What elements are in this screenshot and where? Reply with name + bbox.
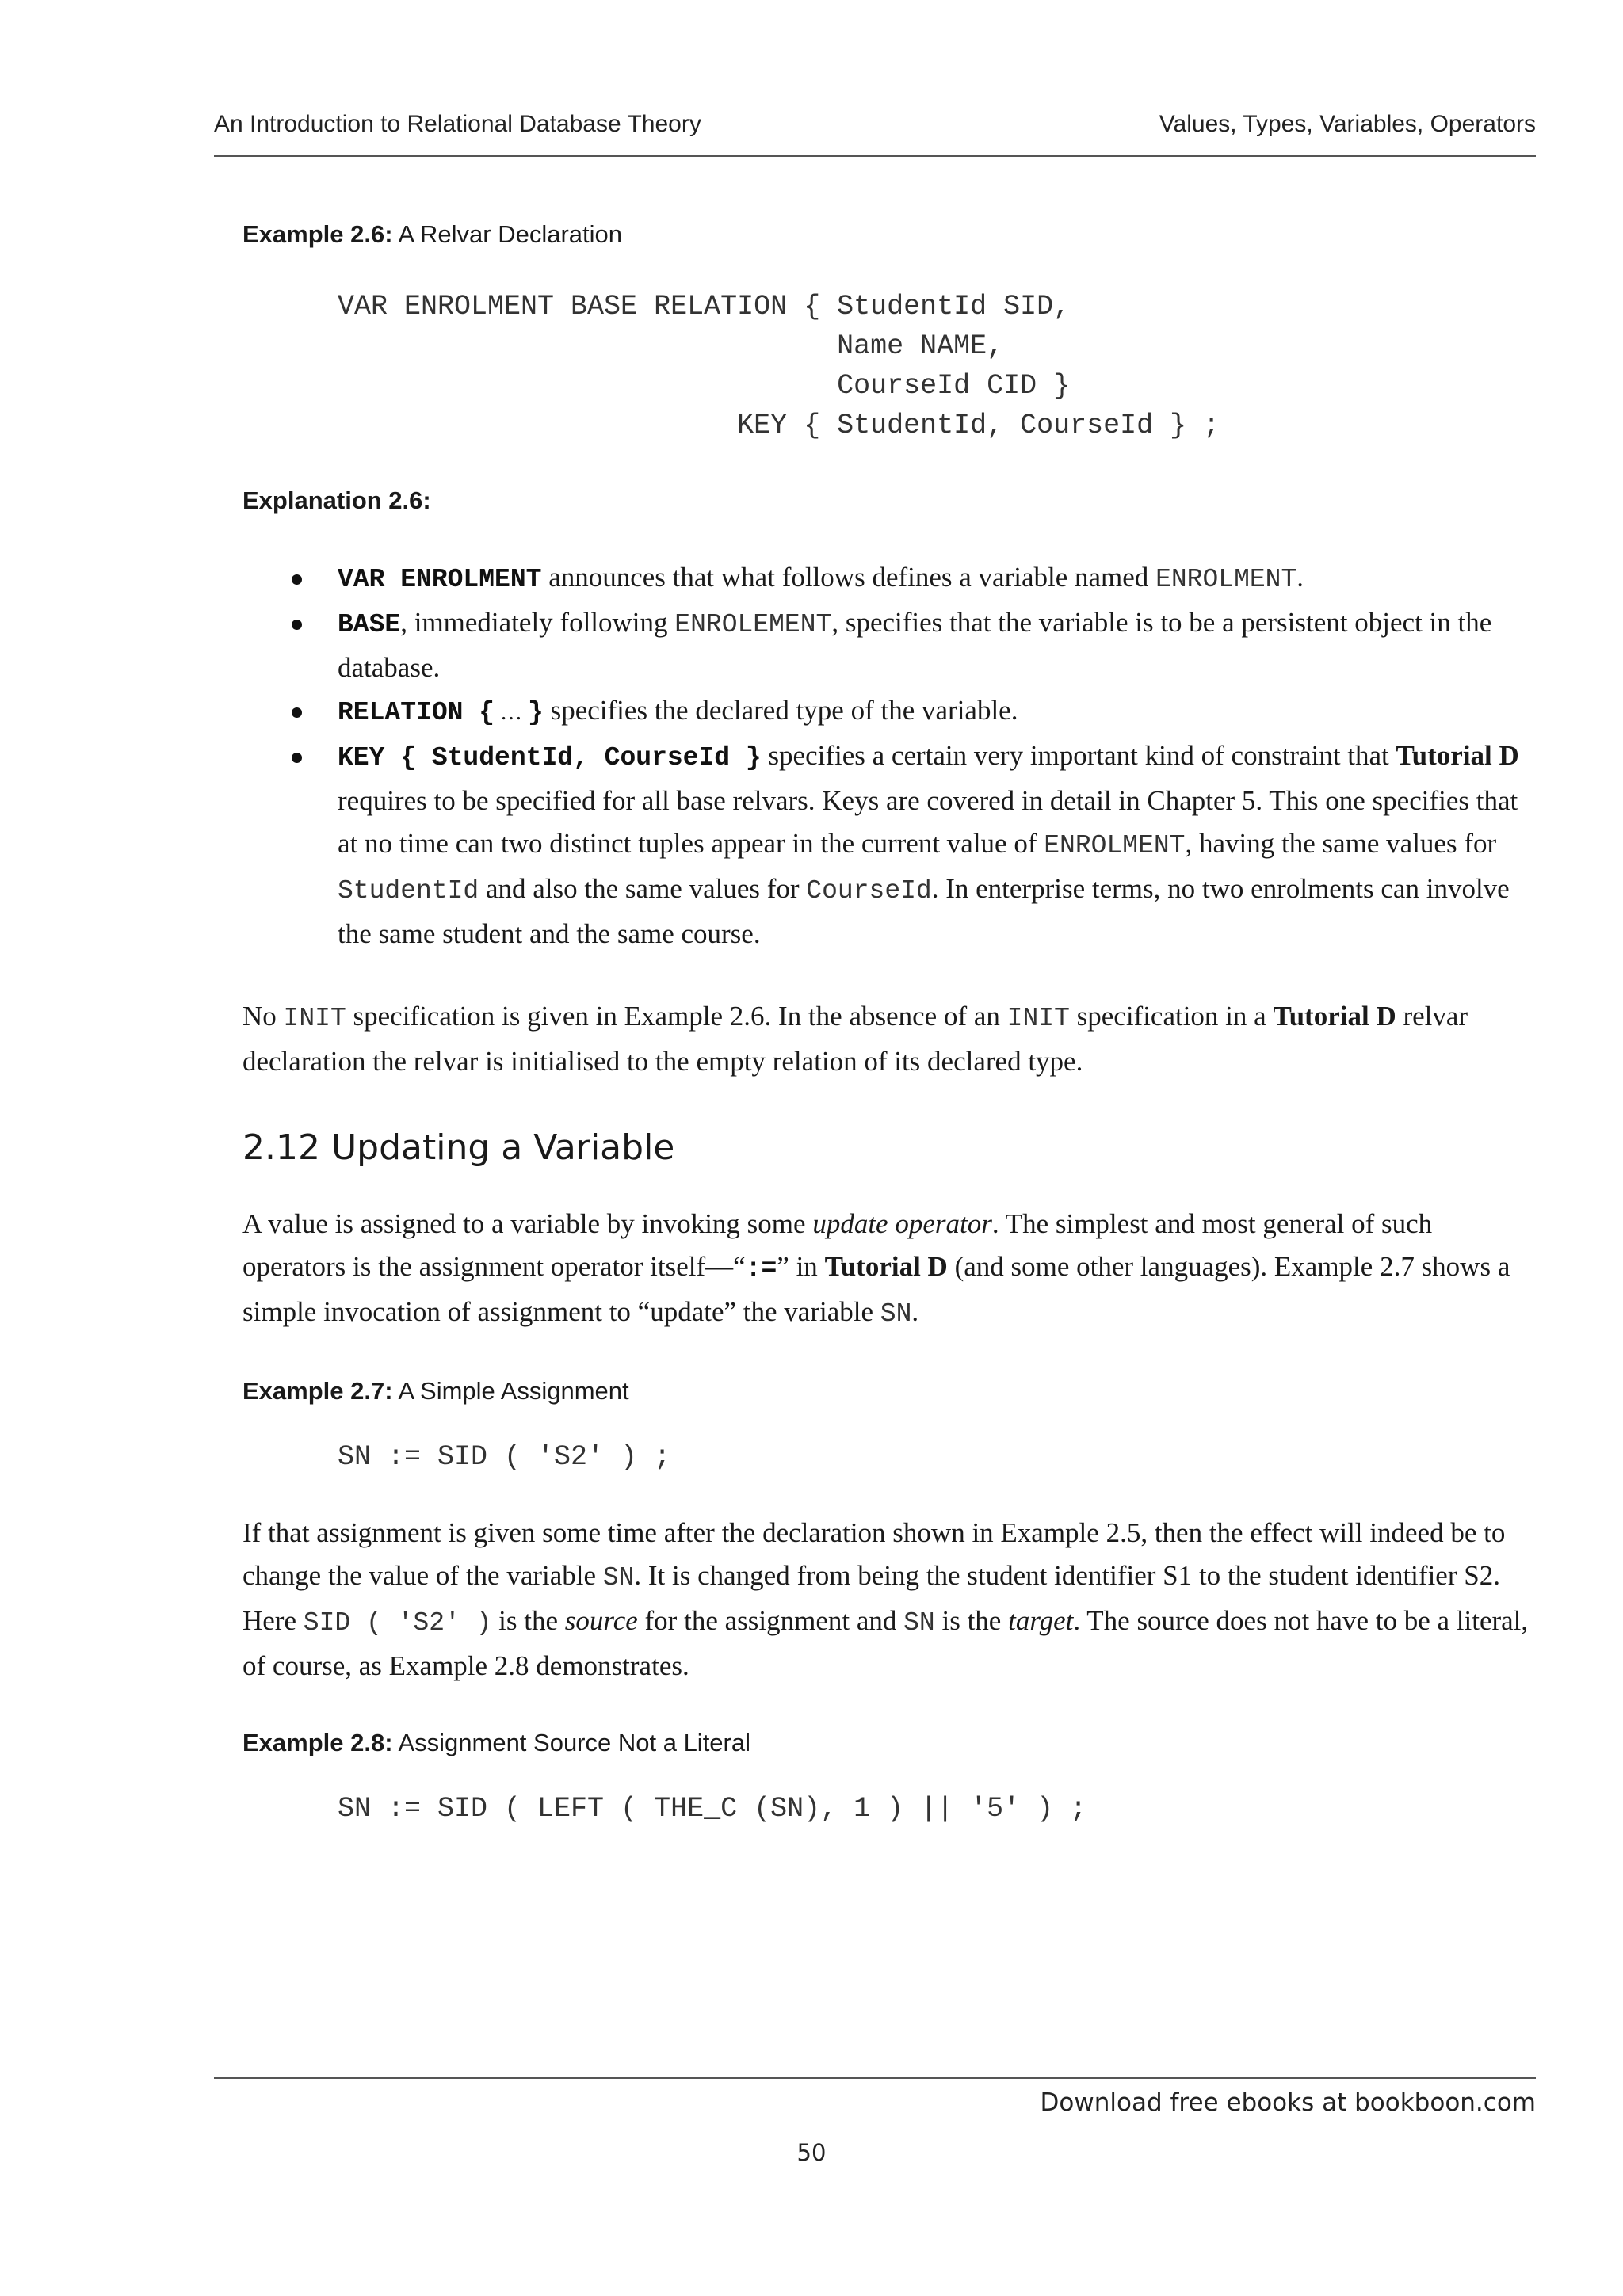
text-run: and also the same values for [479, 873, 807, 904]
example-2-7-caption [242, 1377, 1529, 1405]
text-run: If that assignment is given some time after the declaration shown in Example 2.5, then the effect will indeed be to change the value of the variable [242, 1517, 1506, 1591]
text-run: , having the same values for [1185, 828, 1497, 859]
code-line: Name NAME, [338, 330, 1004, 362]
code-term: INIT [283, 1004, 346, 1033]
explanation-label: Explanation 2.6: [242, 486, 431, 514]
text-run: is the [934, 1605, 1009, 1636]
italic-term: update operator [812, 1208, 992, 1239]
text-run: . In enterprise terms, no two enrolments can involve the same student and the same course. [338, 873, 1510, 949]
text-run: . The simplest and most general of such operators is the assignment operator itself—“ [242, 1208, 1433, 1282]
example-title: Assignment Source Not a Literal [398, 1729, 751, 1756]
italic-term: source [564, 1605, 638, 1636]
text-run: No [242, 1001, 284, 1032]
paragraph-update [242, 1203, 1529, 1336]
text-run: . The source does not have to be a literal, of course, as Example 2.8 demonstrates. [242, 1605, 1529, 1681]
code-term: ENROLMENT [1044, 831, 1186, 860]
code-term: StudentId [338, 876, 479, 906]
code-term: SN [602, 1563, 635, 1592]
text-run: relvar declaration the relvar is initialised to the empty relation of its declared type. [242, 1001, 1468, 1077]
code-term: VAR ENROLMENT [338, 565, 542, 594]
list-item [242, 734, 1529, 955]
section-heading: 2.12 Updating a Variable [242, 1127, 675, 1168]
code-line: KEY { StudentId, CourseId } ; [338, 410, 1220, 441]
text-run: announces that what follows defines a variable named [541, 562, 1156, 593]
example-label: Example 2.6: [242, 220, 393, 248]
code-term: } [528, 698, 544, 727]
footer-link[interactable]: Download free ebooks at bookboon.com [1040, 2088, 1536, 2117]
code-line: CourseId CID } [338, 370, 1071, 402]
bullet-icon [292, 574, 302, 585]
bold-term: Tutorial D [824, 1251, 948, 1282]
text-run: specification is given in Example 2.6. In the absence of an [346, 1001, 1007, 1032]
text-run: , specifies that the variable is to be a persistent object in the database. [338, 607, 1492, 683]
code-line: SN := SID ( 'S2' ) ; [338, 1441, 671, 1473]
text-run: . [1296, 562, 1304, 593]
code-term: SN [903, 1608, 935, 1638]
italic-term: target [1008, 1605, 1074, 1636]
page-number: 50 [796, 2139, 827, 2166]
text-run: specifies a certain very important kind of constraint that [761, 740, 1396, 771]
paragraph-init [242, 995, 1529, 1083]
explanation-2-6-caption [242, 486, 1529, 515]
code-term: CourseId [806, 876, 932, 906]
bold-term: Tutorial D [1396, 740, 1519, 771]
example-2-6-caption [242, 220, 1529, 249]
bullet-icon [292, 753, 302, 763]
example-label: Example 2.8: [242, 1729, 393, 1756]
ellipsis: … [495, 700, 529, 725]
text-run: . It is changed from being the student identifier S1 to the student identifier S2. Here [242, 1560, 1500, 1636]
text-run: . [911, 1296, 919, 1327]
example-2-7-code [242, 1437, 1529, 1477]
book-title: An Introduction to Relational Database Theory [214, 111, 701, 137]
bullet-icon [292, 620, 302, 630]
example-label: Example 2.7: [242, 1377, 393, 1405]
code-term: SID ( 'S2' ) [303, 1608, 492, 1638]
text-run: , immediately following [400, 607, 675, 638]
footer-divider [214, 2077, 1536, 2079]
code-term: RELATION { [338, 698, 495, 727]
text-run: specification in a [1069, 1001, 1274, 1032]
code-line: SN := SID ( LEFT ( THE_C (SN), 1 ) || '5' ) ; [338, 1793, 1087, 1825]
example-2-8-code [242, 1789, 1529, 1829]
text-run: A value is assigned to a variable by invoking some [242, 1208, 813, 1239]
code-term: SN [880, 1299, 912, 1329]
running-header [214, 111, 1536, 157]
code-term: INIT [1006, 1004, 1070, 1033]
text-run: is the [491, 1605, 565, 1636]
explanation-list [242, 556, 1529, 955]
code-term: ENROLMENT [1155, 565, 1297, 594]
chapter-title: Values, Types, Variables, Operators [1159, 111, 1536, 137]
example-2-8-caption [242, 1729, 1529, 1757]
example-title: A Relvar Declaration [398, 220, 623, 248]
text-run: for the assignment and [637, 1605, 904, 1636]
bullet-icon [292, 707, 302, 718]
code-term: ENROLEMENT [674, 610, 832, 639]
paragraph-assign [242, 1512, 1529, 1688]
text-run: (and some other languages). Example 2.7 shows a simple invocation of assignment to “update” the variable [242, 1251, 1510, 1327]
example-title: A Simple Assignment [398, 1377, 629, 1405]
text-run: ” in [777, 1251, 825, 1282]
list-item [242, 601, 1529, 689]
list-item [242, 689, 1529, 734]
code-term: := [745, 1254, 777, 1283]
code-term: KEY { StudentId, CourseId } [338, 743, 762, 772]
bold-term: Tutorial D [1273, 1001, 1396, 1032]
text-run: specifies the declared type of the variable. [543, 695, 1018, 726]
example-2-6-code [242, 287, 1529, 445]
list-item [242, 556, 1529, 601]
page-content [242, 220, 1529, 1829]
code-line: VAR ENROLMENT BASE RELATION { StudentId SID, [338, 291, 1071, 322]
code-term: BASE [338, 610, 401, 639]
text-run: requires to be specified for all base relvars. Keys are covered in detail in Chapter 5. This one specifies that at no time can two distinct tuples appear in the current value of [338, 785, 1518, 859]
